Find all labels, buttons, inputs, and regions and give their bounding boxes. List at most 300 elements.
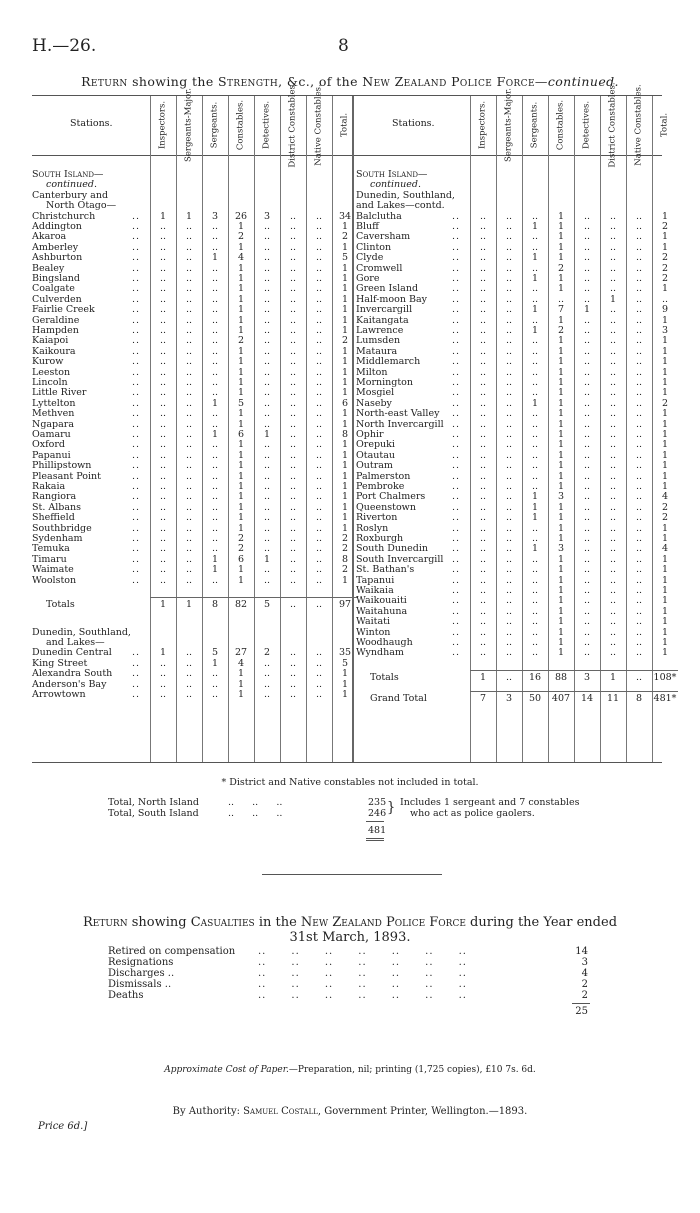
station-name: Naseby — [356, 397, 392, 409]
cell-inspectors: .. — [479, 626, 487, 638]
cell-sergeants: .. — [211, 366, 219, 378]
station-row — [0, 368, 700, 378]
cell-detectives: .. — [263, 501, 271, 513]
cell-native-constables: .. — [635, 512, 643, 524]
cell-constables: 1 — [557, 439, 565, 451]
cell-total: 2 — [661, 512, 669, 524]
cell-district-constables: .. — [289, 533, 297, 544]
north-island-total-value: 235 — [368, 797, 387, 808]
leader-dots: .. — [132, 293, 141, 305]
cell-district-constables: .. — [289, 377, 297, 388]
leader-dots: .. — [452, 439, 461, 451]
station-row — [0, 482, 700, 492]
station-name: Waikaia — [356, 585, 394, 596]
station-name: Leeston — [32, 366, 71, 378]
cell-district-constables: .. — [609, 449, 617, 461]
cell-sergeants-major: .. — [185, 543, 193, 555]
casualty-value: 3 — [581, 957, 588, 968]
cell-detectives: .. — [263, 408, 271, 420]
cell-total: 34 — [338, 210, 352, 222]
cell-constables: 1 — [237, 460, 245, 472]
station-row — [0, 232, 700, 242]
cell-total: 1 — [341, 314, 349, 326]
cell-detectives: .. — [583, 470, 591, 482]
cell-inspectors: .. — [159, 241, 167, 253]
leader-dots: .. — [132, 647, 141, 659]
cell-native-constables: .. — [315, 335, 323, 347]
cell-sergeants: .. — [211, 221, 219, 232]
cell-inspectors: .. — [479, 335, 487, 347]
cell-sergeants-major: .. — [185, 470, 193, 482]
cell-inspectors: .. — [159, 449, 167, 461]
cell-sergeants-major: .. — [505, 595, 513, 607]
cost-of-paper: Approximate Cost of Paper.—Preparation, nil; printing (1,725 copies), £10 7s. 6d. — [164, 1065, 536, 1075]
cell-constables: 1 — [557, 252, 565, 264]
cell-inspectors: 1 — [159, 647, 167, 659]
cell-district-constables: .. — [289, 599, 297, 611]
cell-inspectors: .. — [479, 314, 487, 326]
cell-total: 1 — [661, 553, 669, 565]
cell-total: 1 — [661, 533, 669, 544]
station-name: Sheffield — [32, 512, 75, 524]
leader-dots: .. — [132, 252, 141, 264]
cell-sergeants: 1 — [531, 252, 539, 264]
cell-sergeants-major: .. — [185, 522, 193, 534]
cell-constables: 1 — [557, 595, 565, 607]
leader-dots: .. — [132, 241, 141, 253]
cell-sergeants: .. — [531, 470, 539, 482]
cell-native-constables: .. — [315, 491, 323, 503]
column-header-constables: Constables. — [555, 99, 566, 151]
cell-detectives: .. — [583, 377, 591, 388]
cell-detectives: .. — [263, 314, 271, 326]
station-name: South Invercargill — [356, 553, 444, 565]
cell-total: 1 — [341, 522, 349, 534]
station-row — [0, 586, 700, 596]
cell-total: 2 — [661, 221, 669, 232]
leader-dots: .. — [452, 366, 461, 378]
station-row — [0, 326, 700, 336]
cell-detectives: .. — [583, 543, 591, 555]
cell-native-constables: .. — [315, 304, 323, 316]
cell-native-constables: .. — [315, 325, 323, 336]
cell-total: 1 — [661, 345, 669, 357]
cell-constables: 7 — [557, 304, 565, 316]
cell-total: 1 — [341, 512, 349, 524]
cell-inspectors: .. — [479, 574, 487, 586]
cell-district-constables: .. — [289, 522, 297, 534]
cell-constables: 5 — [237, 397, 245, 409]
cell-detectives: .. — [583, 325, 591, 336]
cell-inspectors: .. — [159, 397, 167, 409]
leader-dots: .. — [452, 512, 461, 524]
cell-sergeants-major: .. — [505, 304, 513, 316]
station-name: North Invercargill — [356, 418, 444, 430]
cell-sergeants-major: .. — [185, 678, 193, 690]
cell-native-constables: .. — [635, 325, 643, 336]
station-row — [0, 222, 700, 232]
cell-constables: 26 — [234, 210, 248, 222]
cell-detectives: .. — [263, 387, 271, 399]
cell-native-constables: .. — [635, 449, 643, 461]
station-name: Caversham — [356, 231, 411, 243]
cell-district-constables: .. — [609, 470, 617, 482]
cell-detectives: .. — [263, 221, 271, 232]
station-name: Winton — [356, 626, 391, 638]
cell-constables: 1 — [557, 616, 565, 628]
cell-inspectors: .. — [479, 273, 487, 284]
cell-sergeants: .. — [211, 377, 219, 388]
station-row — [0, 316, 700, 326]
cell-native-constables: .. — [635, 377, 643, 388]
column-header-total: Total. — [339, 112, 350, 138]
leader-dots: .. — [452, 460, 461, 472]
cell-native-constables: .. — [635, 366, 643, 378]
cell-district-constables: .. — [289, 366, 297, 378]
cell-constables: 27 — [234, 647, 248, 659]
column-header-district-constables: District Constables. — [607, 82, 618, 168]
cell-detectives: .. — [583, 522, 591, 534]
cell-sergeants-major: .. — [185, 387, 193, 399]
cell-total: 1 — [661, 387, 669, 399]
column-header-stations: Stations. — [70, 118, 113, 129]
cell-native-constables: .. — [315, 543, 323, 555]
cell-detectives: .. — [583, 501, 591, 513]
cell-constables: 1 — [557, 335, 565, 347]
cell-sergeants-major: .. — [505, 429, 513, 440]
station-name: Invercargill — [356, 304, 413, 316]
cell-sergeants: .. — [531, 231, 539, 243]
cell-inspectors: .. — [479, 449, 487, 461]
cell-district-constables: .. — [289, 262, 297, 274]
cell-district-constables: .. — [289, 221, 297, 232]
cell-inspectors: .. — [479, 262, 487, 274]
cell-sergeants-major: .. — [185, 668, 193, 680]
cell-native-constables: .. — [315, 647, 323, 659]
leader-dots: .. — [452, 637, 461, 648]
station-name: Timaru — [32, 553, 67, 565]
cell-total: 1 — [661, 231, 669, 243]
station-name: Christchurch — [32, 210, 96, 222]
cell-native-constables: .. — [635, 564, 643, 576]
cell-sergeants-major: .. — [185, 429, 193, 440]
cell-native-constables: .. — [315, 501, 323, 513]
cell-district-constables: .. — [609, 356, 617, 368]
leader-dots: .. — [132, 512, 141, 524]
cell-sergeants: .. — [531, 387, 539, 399]
cell-sergeants: .. — [211, 387, 219, 399]
cell-detectives: .. — [583, 481, 591, 492]
cell-sergeants-major: .. — [185, 564, 193, 576]
cell-sergeants-major: .. — [505, 210, 513, 222]
cell-sergeants-major: .. — [505, 533, 513, 544]
cell-detectives: .. — [583, 356, 591, 368]
station-name: Southbridge — [32, 522, 92, 534]
cell-sergeants: .. — [211, 501, 219, 513]
station-name: continued. — [46, 179, 97, 191]
cell-native-constables: .. — [635, 533, 643, 544]
station-name: Sydenham — [32, 533, 83, 544]
station-name: and Lakes—contd. — [356, 200, 445, 212]
cell-sergeants-major: .. — [505, 231, 513, 243]
cell-constables: 1 — [557, 605, 565, 617]
cell-constables: 1 — [237, 241, 245, 253]
cell-total: 2 — [661, 397, 669, 409]
cell-native-constables: .. — [315, 678, 323, 690]
cell-native-constables: .. — [315, 262, 323, 274]
cell-district-constables: .. — [289, 314, 297, 326]
cell-constables: 1 — [237, 356, 245, 368]
cell-detectives: .. — [583, 335, 591, 347]
cell-district-constables: .. — [289, 678, 297, 690]
cell-sergeants: 1 — [211, 252, 219, 264]
cell-sergeants: .. — [211, 460, 219, 472]
cell-constables: 1 — [237, 325, 245, 336]
casualty-label: Resignations — [108, 957, 174, 968]
cell-sergeants: .. — [531, 314, 539, 326]
cell-inspectors: .. — [159, 460, 167, 472]
cell-inspectors: .. — [479, 512, 487, 524]
station-row — [0, 638, 700, 648]
cell-detectives: .. — [263, 574, 271, 586]
cell-inspectors: .. — [479, 501, 487, 513]
station-name: North Otago— — [46, 200, 117, 212]
cell-district-constables: .. — [609, 647, 617, 659]
cell-inspectors: .. — [159, 481, 167, 492]
cell-district-constables: .. — [609, 481, 617, 492]
cell-inspectors: .. — [159, 325, 167, 336]
cell-total: 1 — [341, 304, 349, 316]
cell-inspectors: .. — [159, 387, 167, 399]
cell-district-constables: .. — [609, 512, 617, 524]
leader-dots: .. .. .. .. .. .. .. — [258, 990, 467, 1001]
cell-inspectors: .. — [159, 533, 167, 544]
cell-detectives: .. — [263, 293, 271, 305]
cell-inspectors: .. — [479, 533, 487, 544]
column-header-constables: Constables. — [235, 99, 246, 151]
cell-sergeants-major: .. — [505, 356, 513, 368]
leader-dots: .. — [132, 283, 141, 295]
station-name: Kaiapoi — [32, 335, 69, 347]
cell-detectives: .. — [583, 210, 591, 222]
cell-sergeants-major: .. — [185, 501, 193, 513]
station-name: Lyttelton — [32, 397, 76, 409]
station-row — [0, 503, 700, 513]
station-row — [0, 243, 700, 253]
leader-dots: .. — [132, 460, 141, 472]
cell-detectives: .. — [583, 262, 591, 274]
cell-total: 1 — [341, 678, 349, 690]
cell-sergeants: 3 — [211, 210, 219, 222]
leader-dots: .. — [132, 429, 141, 440]
cell-constables: 1 — [237, 470, 245, 482]
cell-native-constables: .. — [635, 439, 643, 451]
cell-district-constables: .. — [289, 668, 297, 680]
cell-constables: 1 — [557, 553, 565, 565]
cell-inspectors: .. — [159, 252, 167, 264]
station-name: Queenstown — [356, 501, 416, 513]
station-row — [0, 264, 700, 274]
leader-dots: .. — [452, 585, 461, 596]
column-header-native-constables: Native Constables. — [313, 84, 324, 166]
cell-inspectors: .. — [159, 543, 167, 555]
leader-dots: .. — [132, 533, 141, 544]
cell-detectives: .. — [263, 345, 271, 357]
cell-inspectors: .. — [159, 668, 167, 680]
station-row — [0, 420, 700, 430]
cell-sergeants: .. — [211, 449, 219, 461]
cell-sergeants-major: .. — [505, 522, 513, 534]
cell-total: 1 — [341, 439, 349, 451]
cell-sergeants-major: .. — [185, 335, 193, 347]
cell-district-constables: .. — [609, 241, 617, 253]
cell-inspectors: .. — [159, 366, 167, 378]
cell-detectives: .. — [583, 293, 591, 305]
cell-inspectors: .. — [159, 356, 167, 368]
cell-native-constables: .. — [635, 241, 643, 253]
cell-detectives: .. — [263, 512, 271, 524]
cell-sergeants: .. — [531, 626, 539, 638]
cell-sergeants-major: .. — [185, 397, 193, 409]
sum-double-rule — [366, 840, 384, 841]
station-name: Arrowtown — [32, 689, 86, 700]
leader-dots: .. — [132, 304, 141, 316]
cell-sergeants-major: .. — [185, 439, 193, 451]
cell-total: 2 — [661, 501, 669, 513]
cell-detectives: .. — [263, 460, 271, 472]
cell-district-constables: .. — [609, 605, 617, 617]
cell-detectives: .. — [583, 241, 591, 253]
leader-dots: .. — [132, 574, 141, 586]
leader-dots: .. — [452, 221, 461, 232]
cell-native-constables: .. — [635, 345, 643, 357]
leader-dots: .. — [452, 470, 461, 482]
cell-inspectors: .. — [479, 366, 487, 378]
cell-sergeants-major: .. — [185, 356, 193, 368]
cell-native-constables: .. — [635, 460, 643, 472]
cell-district-constables: .. — [289, 387, 297, 399]
leader-dots: .. — [132, 366, 141, 378]
cell-district-constables: .. — [609, 501, 617, 513]
cell-sergeants: .. — [531, 366, 539, 378]
cell-sergeants: .. — [531, 439, 539, 451]
cell-inspectors: .. — [159, 335, 167, 347]
cell-sergeants: .. — [531, 522, 539, 534]
cell-detectives: .. — [263, 304, 271, 316]
casualties-sum-rule — [572, 1003, 590, 1004]
cell-sergeants-major: .. — [185, 449, 193, 461]
cell-detectives: .. — [583, 605, 591, 617]
cell-detectives: .. — [583, 439, 591, 451]
cell-inspectors: .. — [159, 221, 167, 232]
cell-total: 1 — [661, 626, 669, 638]
cell-total: 2 — [341, 231, 349, 243]
leader-dots: .. — [132, 408, 141, 420]
cell-constables: 1 — [557, 408, 565, 420]
cell-constables: 2 — [237, 335, 245, 347]
cell-constables: 2 — [237, 543, 245, 555]
station-name: Palmerston — [356, 470, 411, 482]
leader-dots: .. — [452, 616, 461, 628]
cell-detectives: .. — [583, 512, 591, 524]
price: Price 6d.] — [38, 1121, 88, 1132]
cell-total: 1 — [661, 283, 669, 295]
cell-constables: 1 — [237, 262, 245, 274]
cell-district-constables: .. — [609, 429, 617, 440]
cell-sergeants: .. — [211, 262, 219, 274]
cell-detectives: .. — [263, 543, 271, 555]
cell-sergeants-major: .. — [505, 241, 513, 253]
cell-sergeants: .. — [531, 585, 539, 596]
cell-detectives: 1 — [263, 553, 271, 565]
cell-native-constables: .. — [315, 314, 323, 326]
cell-sergeants-major: .. — [505, 325, 513, 336]
cell-native-constables: .. — [315, 387, 323, 399]
cell-inspectors: .. — [479, 345, 487, 357]
cell-district-constables: .. — [289, 657, 297, 669]
leader-dots: .. — [452, 491, 461, 503]
cell-sergeants: .. — [211, 543, 219, 555]
station-name: South Dunedin — [356, 543, 429, 555]
cell-detectives: .. — [583, 595, 591, 607]
cell-total: .. — [661, 293, 669, 305]
cell-total: 1 — [661, 647, 669, 659]
leader-dots: .. — [452, 273, 461, 284]
cell-inspectors: .. — [159, 304, 167, 316]
leader-dots: .. — [132, 678, 141, 690]
cell-sergeants-major: .. — [185, 689, 193, 700]
cell-sergeants-major: .. — [185, 377, 193, 388]
cell-district-constables: .. — [289, 553, 297, 565]
station-row — [0, 180, 700, 190]
cell-constables: 1 — [557, 241, 565, 253]
leader-dots: .. — [132, 543, 141, 555]
cell-district-constables: .. — [609, 262, 617, 274]
cell-native-constables: .. — [635, 470, 643, 482]
cell-inspectors: .. — [479, 460, 487, 472]
cell-inspectors: .. — [479, 387, 487, 399]
station-name: Temuka — [32, 543, 70, 555]
cell-sergeants: .. — [211, 439, 219, 451]
station-row — [0, 409, 700, 419]
cell-sergeants-major: .. — [185, 345, 193, 357]
casualties-total-value: 25 — [575, 1006, 588, 1017]
cell-detectives: 3 — [263, 210, 271, 222]
cell-district-constables: .. — [609, 491, 617, 503]
cell-district-constables: .. — [609, 231, 617, 243]
cell-detectives: .. — [583, 626, 591, 638]
cell-total: 4 — [661, 543, 669, 555]
cell-native-constables: .. — [635, 543, 643, 555]
cell-sergeants: .. — [531, 449, 539, 461]
station-name: Alexandra South — [32, 668, 113, 680]
station-name: Methven — [32, 408, 75, 420]
leader-dots: .. — [132, 553, 141, 565]
leader-dots: .. — [132, 356, 141, 368]
cell-constables: 1 — [557, 210, 565, 222]
table-title: Return showing the Strength, &c., of the New Zealand Police Force—continued. — [81, 74, 619, 89]
leader-dots: .. — [452, 626, 461, 638]
cell-inspectors: .. — [479, 325, 487, 336]
station-name: Culverden — [32, 293, 82, 305]
cell-detectives: 1 — [263, 429, 271, 440]
cell-constables: 1 — [557, 221, 565, 232]
cell-district-constables: .. — [289, 564, 297, 576]
cell-native-constables: .. — [635, 481, 643, 492]
cell-inspectors: .. — [159, 283, 167, 295]
cell-inspectors: .. — [479, 491, 487, 503]
cell-sergeants-major: .. — [185, 408, 193, 420]
